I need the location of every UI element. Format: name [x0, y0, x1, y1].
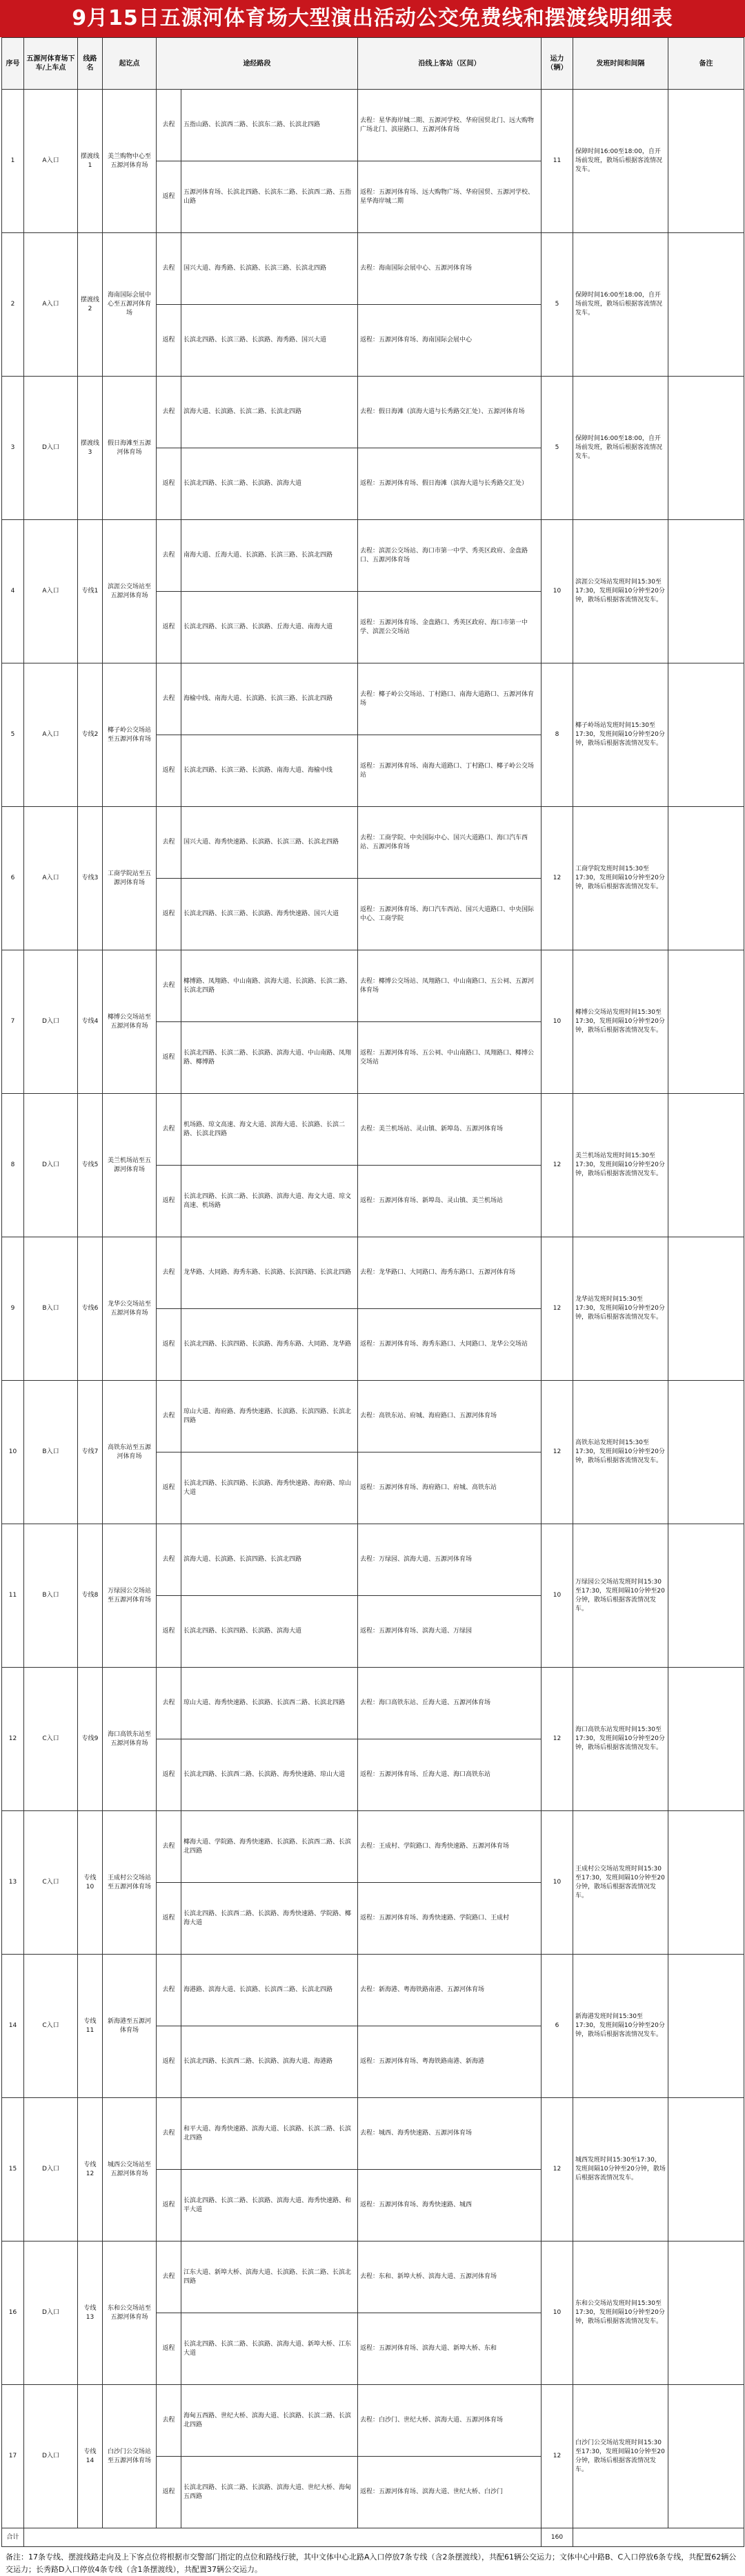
direction-label: 返程	[157, 1309, 181, 1381]
route-path: 琼山大道、海秀快速路、长滨路、长滨西二路、长滨北四路	[181, 1668, 358, 1739]
route-stops: 去程：万绿园、滨海大道、五源河体育场	[358, 1524, 542, 1596]
origin-destination: 滨涯公交场站至五源河体育场	[103, 520, 157, 663]
capacity-cell: 12	[542, 1668, 573, 1811]
schedule-cell: 高铁东站发班时间15:30至17:30，发班间隔10分钟至20分钟，散场后根据客流情况发车。	[573, 1381, 668, 1524]
total-capacity: 160	[542, 2528, 573, 2547]
route-stops: 去程：海南国际会展中心、五源河体育场	[358, 233, 542, 305]
direction-label: 去程	[157, 520, 181, 592]
line-name: 专线9	[78, 1668, 103, 1811]
direction-label: 返程	[157, 2313, 181, 2385]
route-path: 长滨北四路、长滨三路、长滨路、海秀路、国兴大道	[181, 305, 358, 377]
origin-destination: 城西公交场站至五源河体育场	[103, 2098, 157, 2241]
remark-cell	[668, 807, 744, 950]
total-row	[2, 2528, 744, 2547]
route-path: 滨海大道、长滨路、长滨二路、长滨北四路	[181, 377, 358, 448]
origin-destination: 高铁东站至五源河体育场	[103, 1381, 157, 1524]
route-stops: 返程：五源河体育场、南海大道路口、丁村路口、椰子岭公交场站	[358, 735, 542, 807]
route-stops: 去程：东和、新埠大桥、滨海大道、五源河体育场	[358, 2241, 542, 2313]
gate-cell: A入口	[24, 90, 78, 233]
schedule-cell: 椰子岭场站发班时间15:30至17:30，发班间隔10分钟至20分钟，散场后根据客流情况发车。	[573, 663, 668, 807]
route-stops: 返程：五源河体育场、五公祠、中山南路口、凤翔路口、椰博公交场站	[358, 1022, 542, 1094]
schedule-cell: 城西发班时间15:30至17:30，发班间隔10分钟至20分钟，散场后根据客流情况发车。	[573, 2098, 668, 2241]
direction-label: 去程	[157, 1524, 181, 1596]
origin-destination: 龙华公交场站至五源河体育场	[103, 1237, 157, 1381]
gate-cell: A入口	[24, 233, 78, 377]
row-number: 12	[2, 1668, 24, 1811]
capacity-cell: 10	[542, 520, 573, 663]
direction-label: 返程	[157, 1883, 181, 1955]
direction-label: 返程	[157, 1452, 181, 1524]
gate-cell: D入口	[24, 1094, 78, 1237]
table-row	[2, 90, 744, 161]
route-stops: 去程：假日海滩（滨海大道与长秀路交汇处）、五源河体育场	[358, 377, 542, 448]
remark-cell	[668, 1524, 744, 1668]
table-row	[2, 1094, 744, 1166]
route-path: 长滨北四路、长滨四路、长滨路、海秀东路、大同路、龙华路	[181, 1309, 358, 1381]
row-number: 4	[2, 520, 24, 663]
direction-label: 去程	[157, 1094, 181, 1166]
direction-label: 去程	[157, 1381, 181, 1452]
row-number: 11	[2, 1524, 24, 1668]
capacity-cell: 8	[542, 663, 573, 807]
schedule-cell: 椰博公交场站发班时间15:30至17:30，发班间隔10分钟至20分钟，散场后根据客流情况发车。	[573, 950, 668, 1094]
route-path: 长滨北四路、长滨二路、长滨路、滨海大道	[181, 448, 358, 520]
origin-destination: 新海港至五源河体育场	[103, 1955, 157, 2098]
route-stops: 返程：五源河体育场、假日海滩（滨海大道与长秀路交汇处）	[358, 448, 542, 520]
table-body	[2, 90, 744, 2528]
gate-cell: D入口	[24, 377, 78, 520]
route-stops: 返程：五源河体育场、滨海大道、万绿园	[358, 1596, 542, 1668]
direction-label: 返程	[157, 2026, 181, 2098]
origin-destination: 美兰机场站至五源河体育场	[103, 1094, 157, 1237]
origin-destination: 椰子岭公交场站至五源河体育场	[103, 663, 157, 807]
origin-destination: 王成村公交场站至五源河体育场	[103, 1811, 157, 1955]
gate-cell: C入口	[24, 1811, 78, 1955]
schedule-cell: 王成村公交场站发班时间15:30至17:30，发班间隔10分钟至20分钟，散场后根据客流情况发车。	[573, 1811, 668, 1955]
route-stops: 去程：白沙门、世纪大桥、滨海大道、五源河体育场	[358, 2385, 542, 2457]
table-header-row	[2, 38, 744, 90]
remark-cell	[668, 2098, 744, 2241]
remark-cell	[668, 1668, 744, 1811]
total-spacer	[573, 2528, 744, 2547]
route-path: 海榆中线、南海大道、长滨路、长滨三路、长滨北四路	[181, 663, 358, 735]
route-path: 长滨北四路、长滨西二路、长滨路、海秀快速路、琼山大道	[181, 1739, 358, 1811]
route-path: 长滨北四路、长滨三路、长滨路、丘海大道、南海大道	[181, 592, 358, 663]
route-stops: 返程：五源河体育场、粤海铁路南港、新海港	[358, 2026, 542, 2098]
route-stops: 返程：五源河体育场、金盘路口、秀英区政府、海口市第一中学、滨涯公交场站	[358, 592, 542, 663]
route-path: 椰海大道、学院路、海秀快速路、长滨路、长滨西二路、长滨北四路	[181, 1811, 358, 1883]
remark-cell	[668, 1955, 744, 2098]
capacity-cell: 10	[542, 1524, 573, 1668]
direction-label: 去程	[157, 1955, 181, 2026]
line-name: 专线3	[78, 807, 103, 950]
header-cell: 发班时间和间隔	[573, 38, 668, 90]
route-stops: 去程：滨涯公交场站、海口市第一中学、秀英区政府、金盘路口、五源河体育场	[358, 520, 542, 592]
route-stops: 返程：五源河体育场、海秀快速路、学院路口、王成村	[358, 1883, 542, 1955]
header-cell: 线路名	[78, 38, 103, 90]
table-row	[2, 1381, 744, 1452]
direction-label: 返程	[157, 305, 181, 377]
capacity-cell: 12	[542, 1237, 573, 1381]
route-path: 长滨北四路、长滨二路、长滨路、滨海大道、新埠大桥、江东大道	[181, 2313, 358, 2385]
direction-label: 去程	[157, 1811, 181, 1883]
row-number: 8	[2, 1094, 24, 1237]
direction-label: 返程	[157, 1739, 181, 1811]
route-path: 海港路、滨海大道、长滨路、长滨西二路、长滨北四路	[181, 1955, 358, 2026]
remark-cell	[668, 90, 744, 233]
route-stops: 返程：五源河体育场、海口汽车西站、国兴大道路口、中央国际中心、工商学院	[358, 879, 542, 950]
table-row	[2, 233, 744, 305]
origin-destination: 工商学院站至五源河体育场	[103, 807, 157, 950]
line-name: 专线4	[78, 950, 103, 1094]
route-stops: 返程：五源河体育场、海秀东路口、大同路口、龙华公交场站	[358, 1309, 542, 1381]
route-path: 椰博路、凤翔路、中山南路、滨海大道、长滨路、长滨二路、长滨北四路	[181, 950, 358, 1022]
route-path: 琼山大道、海府路、海秀快速路、长滨路、长滨四路、长滨北四路	[181, 1381, 358, 1452]
line-name: 专线7	[78, 1381, 103, 1524]
route-path: 长滨北四路、长滨二路、长滨路、滨海大道、海秀快速路、和平大道	[181, 2170, 358, 2241]
route-stops: 返程：五源河体育场、滨海大道、世纪大桥、白沙门	[358, 2457, 542, 2528]
direction-label: 去程	[157, 233, 181, 305]
route-stops: 返程：五源河体育场、海秀快速路、城西	[358, 2170, 542, 2241]
route-stops: 返程：五源河体育场、滨海大道、新埠大桥、东和	[358, 2313, 542, 2385]
schedule-cell: 保障时间16:00至18:00，自开场前发班，散场后根据客流情况发车。	[573, 233, 668, 377]
schedule-cell: 保障时间16:00至18:00，自开场前发班，散场后根据客流情况发车。	[573, 90, 668, 233]
remark-cell	[668, 377, 744, 520]
schedule-cell: 滨涯公交场站发班时间15:30至17:30，发班间隔10分钟至20分钟，散场后根据客流情况发车。	[573, 520, 668, 663]
route-path: 长滨北四路、长滨二路、长滨路、滨海大道、海文大道、琼文高速、机场路	[181, 1166, 358, 1237]
capacity-cell: 12	[542, 807, 573, 950]
capacity-cell: 10	[542, 2241, 573, 2385]
line-name: 专线5	[78, 1094, 103, 1237]
row-number: 14	[2, 1955, 24, 2098]
row-number: 6	[2, 807, 24, 950]
row-number: 2	[2, 233, 24, 377]
table-row	[2, 807, 744, 879]
remark-cell	[668, 1381, 744, 1524]
gate-cell: C入口	[24, 1955, 78, 2098]
route-path: 五指山路、长滨西二路、长滨东二路、长滨北四路	[181, 90, 358, 161]
gate-cell: B入口	[24, 1524, 78, 1668]
capacity-cell: 10	[542, 950, 573, 1094]
table-row	[2, 1811, 744, 1883]
table-row	[2, 520, 744, 592]
row-number: 17	[2, 2385, 24, 2528]
direction-label: 返程	[157, 161, 181, 233]
route-stops: 返程：五源河体育场、丘海大道、海口高铁东站	[358, 1739, 542, 1811]
route-path: 南海大道、丘海大道、长滨路、长滨三路、长滨北四路	[181, 520, 358, 592]
schedule-cell: 保障时间16:00至18:00，自开场前发班，散场后根据客流情况发车。	[573, 377, 668, 520]
direction-label: 返程	[157, 2170, 181, 2241]
line-name: 专线12	[78, 2098, 103, 2241]
page-title: 9月15日五源河体育场大型演出活动公交免费线和摆渡线明细表	[0, 0, 745, 37]
route-stops: 去程：王成村、学院路口、海秀快速路、五源河体育场	[358, 1811, 542, 1883]
line-name: 摆渡线2	[78, 233, 103, 377]
direction-label: 返程	[157, 735, 181, 807]
route-stops: 去程：龙华路口、大同路口、海秀东路口、五源河体育场	[358, 1237, 542, 1309]
route-path: 长滨北四路、长滨四路、长滨路、海秀快速路、海府路、琼山大道	[181, 1452, 358, 1524]
remark-cell	[668, 233, 744, 377]
schedule-cell: 龙华站发班时间15:30至17:30，发班间隔10分钟至20分钟，散场后根据客流情况发车。	[573, 1237, 668, 1381]
route-path: 长滨北四路、长滨二路、长滨路、滨海大道、中山南路、凤翔路、椰博路	[181, 1022, 358, 1094]
route-path: 长滨北四路、长滨西二路、长滨路、海秀快速路、学院路、椰海大道	[181, 1883, 358, 1955]
footnote: 备注：17条专线、摆渡线路走向及上下客点位将根据市交警部门指定的点位和路线行驶，其中文体中心北路A入口停放7条专线（含2条摆渡线），共配61辆公交运力；文体中心中路B、C入口停放6条专线，共配置62辆公交运力；长秀路D入口停放4条专线（含1条摆渡线），共配置37辆公交运力。	[6, 2553, 737, 2574]
gate-cell: A入口	[24, 520, 78, 663]
row-number: 1	[2, 90, 24, 233]
schedule-cell: 万绿园公交场站发班时间15:30至17:30，发班间隔10分钟至20分钟，散场后根据客流情况发车。	[573, 1524, 668, 1668]
line-name: 专线1	[78, 520, 103, 663]
direction-label: 去程	[157, 807, 181, 879]
table-row	[2, 1237, 744, 1309]
row-number: 9	[2, 1237, 24, 1381]
route-stops: 去程：海口高铁东站、丘海大道、五源河体育场	[358, 1668, 542, 1739]
route-path: 和平大道、海秀快速路、滨海大道、长滨路、长滨二路、长滨北四路	[181, 2098, 358, 2170]
direction-label: 返程	[157, 1166, 181, 1237]
direction-label: 返程	[157, 879, 181, 950]
route-path: 长滨北四路、长滨西二路、长滨路、滨海大道、海港路	[181, 2026, 358, 2098]
route-stops: 去程：新海港、粤海铁路南港、五源河体育场	[358, 1955, 542, 2026]
route-stops: 去程：美兰机场站、灵山镇、新埠岛、五源河体育场	[358, 1094, 542, 1166]
route-stops: 返程：五源河体育场、海府路口、府城、高铁东站	[358, 1452, 542, 1524]
direction-label: 去程	[157, 2385, 181, 2457]
capacity-cell: 5	[542, 377, 573, 520]
direction-label: 去程	[157, 1237, 181, 1309]
line-name: 专线6	[78, 1237, 103, 1381]
route-path: 长滨北四路、长滨三路、长滨路、海秀快速路、国兴大道	[181, 879, 358, 950]
row-number: 3	[2, 377, 24, 520]
remark-cell	[668, 1811, 744, 1955]
header-cell: 运力（辆）	[542, 38, 573, 90]
header-cell: 五源河体育场下车/上车点	[24, 38, 78, 90]
route-path: 长滨北四路、长滨二路、长滨路、滨海大道、世纪大桥、海甸五西路	[181, 2457, 358, 2528]
route-stops: 去程：工商学院、中央国际中心、国兴大道路口、海口汽车西站、五源河体育场	[358, 807, 542, 879]
header-cell: 沿线上客站（区间）	[358, 38, 542, 90]
capacity-cell: 12	[542, 1381, 573, 1524]
header-cell: 途经路段	[157, 38, 358, 90]
origin-destination: 美兰购物中心至五源河体育场	[103, 90, 157, 233]
total-spacer	[24, 2528, 542, 2547]
capacity-cell: 6	[542, 1955, 573, 2098]
direction-label: 返程	[157, 592, 181, 663]
route-stops: 返程：五源河体育场、远大购物广场、华府国贸、五源河学校、星华海岸城二期	[358, 161, 542, 233]
line-name: 摆渡线1	[78, 90, 103, 233]
remark-cell	[668, 1237, 744, 1381]
remark-cell	[668, 950, 744, 1094]
route-stops: 去程：高铁东站、府城、海府路口、五源河体育场	[358, 1381, 542, 1452]
route-stops: 去程：椰子岭公交场站、丁村路口、南海大道路口、五源河体育场	[358, 663, 542, 735]
route-path: 国兴大道、海秀快速路、长滨路、长滨三路、长滨北四路	[181, 807, 358, 879]
capacity-cell: 10	[542, 1811, 573, 1955]
line-name: 专线13	[78, 2241, 103, 2385]
remark-cell	[668, 520, 744, 663]
gate-cell: B入口	[24, 1381, 78, 1524]
route-stops: 去程：城西、海秀快速路、五源河体育场	[358, 2098, 542, 2170]
route-path: 龙华路、大同路、海秀东路、长滨路、长滨四路、长滨北四路	[181, 1237, 358, 1309]
direction-label: 去程	[157, 663, 181, 735]
total-label: 合计	[2, 2528, 24, 2547]
origin-destination: 海口高铁东站至五源河体育场	[103, 1668, 157, 1811]
direction-label: 去程	[157, 90, 181, 161]
route-stops: 返程：五源河体育场、新埠岛、灵山镇、美兰机场站	[358, 1166, 542, 1237]
route-path: 江东大道、新埠大桥、滨海大道、长滨路、长滨二路、长滨北四路	[181, 2241, 358, 2313]
table-row	[2, 377, 744, 448]
direction-label: 返程	[157, 1022, 181, 1094]
line-name: 专线11	[78, 1955, 103, 2098]
line-name: 专线8	[78, 1524, 103, 1668]
row-number: 5	[2, 663, 24, 807]
header-cell: 序号	[2, 38, 24, 90]
row-number: 16	[2, 2241, 24, 2385]
row-number: 10	[2, 1381, 24, 1524]
schedule-cell: 美兰机场站发班时间15:30至17:30，发班间隔10分钟至20分钟，散场后根据客流情况发车。	[573, 1094, 668, 1237]
direction-label: 去程	[157, 2098, 181, 2170]
origin-destination: 假日海滩至五源河体育场	[103, 377, 157, 520]
route-path: 长滨北四路、长滨四路、长滨路、滨海大道	[181, 1596, 358, 1668]
table-row	[2, 2241, 744, 2313]
route-stops: 去程：椰博公交场站、凤翔路口、中山南路口、五公祠、五源河体育场	[358, 950, 542, 1022]
capacity-cell: 12	[542, 2098, 573, 2241]
row-number: 7	[2, 950, 24, 1094]
origin-destination: 万绿园公交场站至五源河体育场	[103, 1524, 157, 1668]
origin-destination: 椰博公交场站至五源河体育场	[103, 950, 157, 1094]
route-path: 滨海大道、长滨路、长滨四路、长滨北四路	[181, 1524, 358, 1596]
route-path: 长滨北四路、长滨三路、长滨路、南海大道、海榆中线	[181, 735, 358, 807]
remark-cell	[668, 2385, 744, 2528]
gate-cell: C入口	[24, 1668, 78, 1811]
origin-destination: 东和公交场站至五源河体育场	[103, 2241, 157, 2385]
direction-label: 返程	[157, 2457, 181, 2528]
schedule-cell: 工商学院发班时间15:30至17:30，发班间隔10分钟至20分钟，散场后根据客流情况发车。	[573, 807, 668, 950]
gate-cell: A入口	[24, 663, 78, 807]
capacity-cell: 12	[542, 2385, 573, 2528]
table-row	[2, 1668, 744, 1739]
header-cell: 备注	[668, 38, 744, 90]
table-row	[2, 2098, 744, 2170]
origin-destination: 海南国际会展中心至五源河体育场	[103, 233, 157, 377]
route-stops: 去程：星华海岸城二期、五源河学校、华府国贸北门、远大购物广场北门、滨崖路口、五源河体育场	[358, 90, 542, 161]
schedule-cell: 新海港发班时间15:30至17:30，发班间隔10分钟至20分钟，散场后根据客流情况发车。	[573, 1955, 668, 2098]
gate-cell: D入口	[24, 950, 78, 1094]
table-row	[2, 1524, 744, 1596]
direction-label: 去程	[157, 950, 181, 1022]
capacity-cell: 11	[542, 90, 573, 233]
remark-cell	[668, 663, 744, 807]
remark-cell	[668, 2241, 744, 2385]
schedule-cell: 白沙门公交场站发班时间15:30至17:30，发班间隔10分钟至20分钟，散场后根据客流情况发车。	[573, 2385, 668, 2528]
capacity-cell: 5	[542, 233, 573, 377]
route-path: 机场路、琼文高速、海文大道、滨海大道、长滨路、长滨二路、长滨北四路	[181, 1094, 358, 1166]
route-path: 海甸五西路、世纪大桥、滨海大道、长滨路、长滨二路、长滨北四路	[181, 2385, 358, 2457]
table-row	[2, 663, 744, 735]
row-number: 15	[2, 2098, 24, 2241]
direction-label: 去程	[157, 2241, 181, 2313]
schedule-cell: 东和公交场站发班时间15:30至17:30，发班间隔10分钟至20分钟，散场后根据客流情况发车。	[573, 2241, 668, 2385]
table-row	[2, 950, 744, 1022]
row-number: 13	[2, 1811, 24, 1955]
table-row	[2, 2385, 744, 2457]
route-stops: 返程：五源河体育场、海南国际会展中心	[358, 305, 542, 377]
route-path: 五源河体育场、长滨北四路、长滨东二路、长滨西二路、五指山路	[181, 161, 358, 233]
line-name: 专线10	[78, 1811, 103, 1955]
gate-cell: A入口	[24, 807, 78, 950]
table-row	[2, 1955, 744, 2026]
line-name: 专线14	[78, 2385, 103, 2528]
direction-label: 去程	[157, 377, 181, 448]
origin-destination: 白沙门公交场站至五源河体育场	[103, 2385, 157, 2528]
direction-label: 返程	[157, 1596, 181, 1668]
gate-cell: D入口	[24, 2241, 78, 2385]
schedule-cell: 海口高铁东站发班时间15:30至17:30，发班间隔10分钟至20分钟，散场后根据客流情况发车。	[573, 1668, 668, 1811]
line-name: 摆渡线3	[78, 377, 103, 520]
direction-label: 去程	[157, 1668, 181, 1739]
gate-cell: D入口	[24, 2385, 78, 2528]
gate-cell: B入口	[24, 1237, 78, 1381]
remark-cell	[668, 1094, 744, 1237]
header-cell: 起讫点	[103, 38, 157, 90]
route-table	[1, 37, 744, 2547]
line-name: 专线2	[78, 663, 103, 807]
capacity-cell: 12	[542, 1094, 573, 1237]
gate-cell: D入口	[24, 2098, 78, 2241]
direction-label: 返程	[157, 448, 181, 520]
route-path: 国兴大道、海秀路、长滨路、长滨三路、长滨北四路	[181, 233, 358, 305]
